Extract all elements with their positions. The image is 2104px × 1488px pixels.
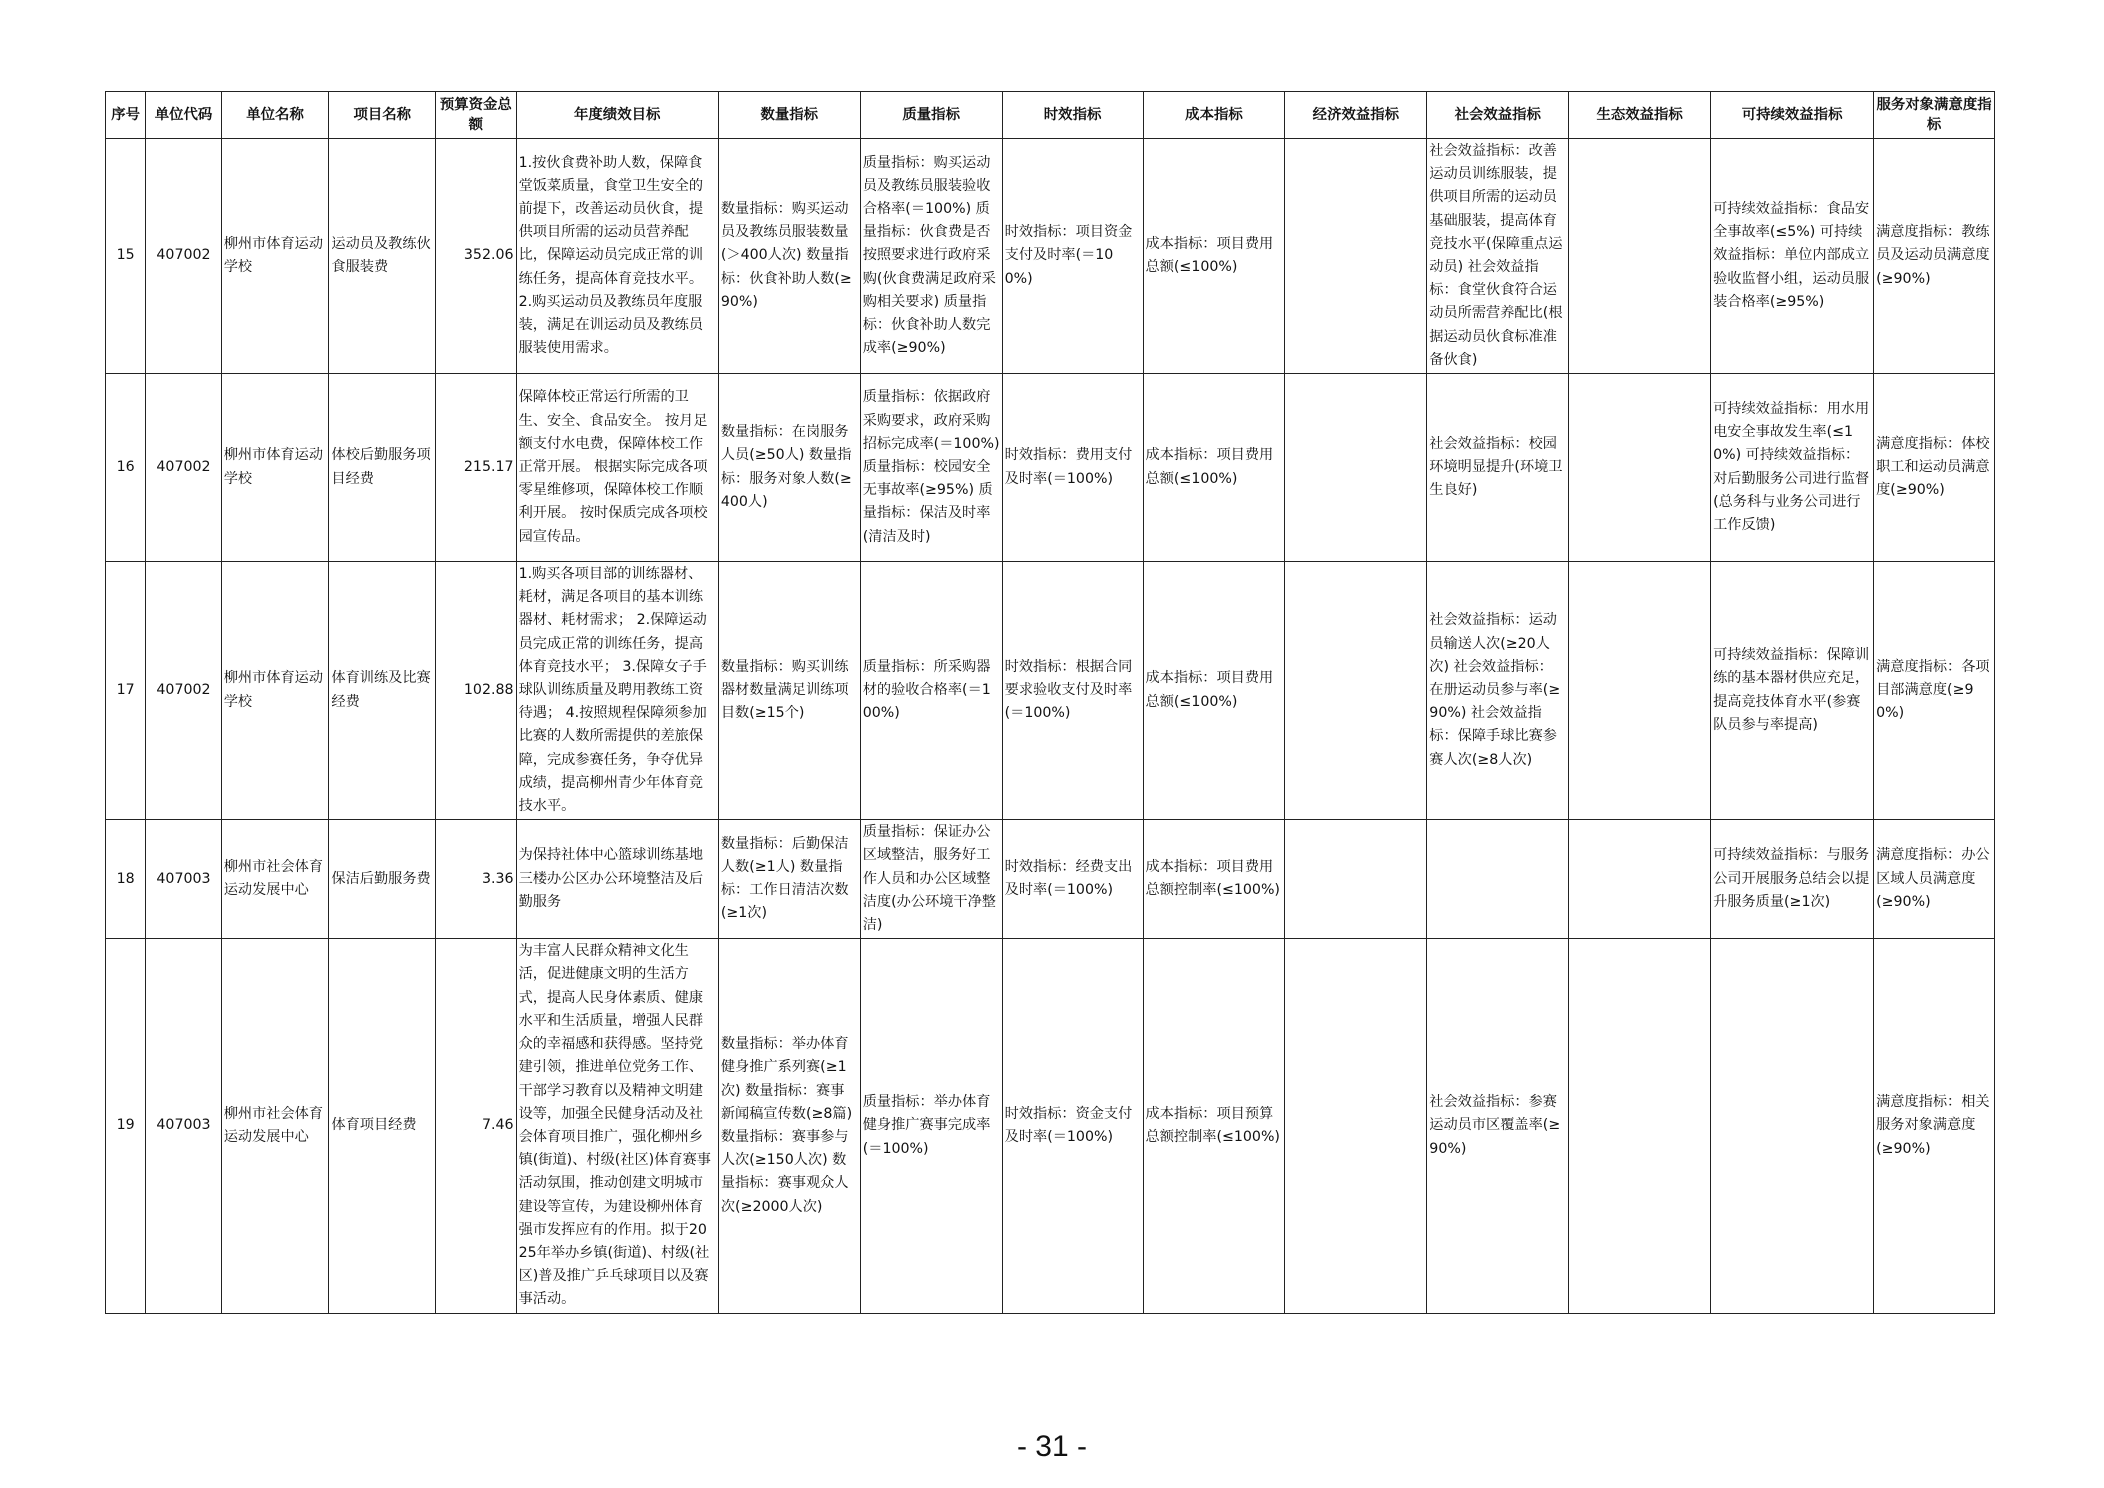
economic-indicator	[1285, 139, 1427, 374]
ecological-indicator	[1569, 139, 1711, 374]
social-indicator: 社会效益指标：参赛运动员市区覆盖率(≥90%)	[1427, 939, 1569, 1313]
project-name: 体育项目经费	[329, 939, 436, 1313]
header-cell: 服务对象满意度指标	[1874, 92, 1995, 139]
timeliness-indicator: 时效指标：项目资金支付及时率(＝100%)	[1002, 139, 1143, 374]
header-cell: 时效指标	[1002, 92, 1143, 139]
annual-goal: 保障体校正常运行所需的卫生、安全、食品安全。 按月足额支付水电费，保障体校工作正常开展。 根据实际完成各项零星维修项，保障体校工作顺利开展。 按时保质完成各项校园宣传品。	[516, 374, 718, 562]
unit-name: 柳州市社会体育运动发展中心	[221, 939, 329, 1313]
header-cell: 单位名称	[221, 92, 329, 139]
unit-code: 407002	[146, 374, 221, 562]
quality-indicator: 质量指标：保证办公区域整洁，服务好工作人员和办公区域整洁度(办公环境干净整洁)	[860, 820, 1002, 939]
header-cell: 可持续效益指标	[1711, 92, 1874, 139]
timeliness-indicator: 时效指标：经费支出及时率(＝100%)	[1002, 820, 1143, 939]
budget-amount: 3.36	[436, 820, 517, 939]
row-number: 18	[106, 820, 146, 939]
ecological-indicator	[1569, 820, 1711, 939]
quality-indicator: 质量指标：依据政府采购要求，政府采购招标完成率(＝100%) 质量指标：校园安全无事故率(≥95%) 质量指标：保洁及时率(清洁及时)	[860, 374, 1002, 562]
satisfaction-indicator: 满意度指标：相关服务对象满意度(≥90%)	[1874, 939, 1995, 1313]
timeliness-indicator: 时效指标：根据合同要求验收支付及时率(＝100%)	[1002, 562, 1143, 820]
social-indicator: 社会效益指标：改善运动员训练服装，提供项目所需的运动员基础服装，提高体育竞技水平(保障重点运动员) 社会效益指标：食堂伙食符合运动员所需营养配比(根据运动员伙食标准准备伙食)	[1427, 139, 1569, 374]
annual-goal: 为保持社体中心篮球训练基地三楼办公区办公环境整洁及后勤服务	[516, 820, 718, 939]
budget-amount: 7.46	[436, 939, 517, 1313]
quantity-indicator: 数量指标：购买训练器材数量满足训练项目数(≥15个)	[718, 562, 860, 820]
social-indicator	[1427, 820, 1569, 939]
project-name: 保洁后勤服务费	[329, 820, 436, 939]
table-row	[106, 562, 1995, 820]
economic-indicator	[1285, 820, 1427, 939]
header-row	[106, 92, 1995, 139]
cost-indicator: 成本指标：项目费用总额(≤100%)	[1143, 139, 1285, 374]
header-cell: 经济效益指标	[1285, 92, 1427, 139]
header-cell: 预算资金总额	[436, 92, 517, 139]
annual-goal: 1.按伙食费补助人数，保障食堂饭菜质量，食堂卫生安全的前提下，改善运动员伙食，提供项目所需的运动员营养配比，保障运动员完成正常的训练任务，提高体育竞技水平。 2.购买运动员及教练员年度服装，满足在训运动员及教练员服装使用需求。	[516, 139, 718, 374]
table-row	[106, 939, 1995, 1313]
header-cell: 生态效益指标	[1569, 92, 1711, 139]
project-name: 运动员及教练伙食服装费	[329, 139, 436, 374]
budget-amount: 102.88	[436, 562, 517, 820]
performance-table	[105, 91, 1995, 1314]
sustainable-indicator: 可持续效益指标：食品安全事故率(≤5%) 可持续效益指标：单位内部成立验收监督小组，运动员服装合格率(≥95%)	[1711, 139, 1874, 374]
header-cell: 质量指标	[860, 92, 1002, 139]
header-cell: 成本指标	[1143, 92, 1285, 139]
project-name: 体育训练及比赛经费	[329, 562, 436, 820]
quality-indicator: 质量指标：举办体育健身推广赛事完成率(＝100%)	[860, 939, 1002, 1313]
satisfaction-indicator: 满意度指标：教练员及运动员满意度(≥90%)	[1874, 139, 1995, 374]
quantity-indicator: 数量指标：后勤保洁人数(≥1人) 数量指标：工作日清洁次数(≥1次)	[718, 820, 860, 939]
unit-code: 407003	[146, 939, 221, 1313]
sustainable-indicator	[1711, 939, 1874, 1313]
header-cell: 年度绩效目标	[516, 92, 718, 139]
sustainable-indicator: 可持续效益指标：保障训练的基本器材供应充足，提高竞技体育水平(参赛队员参与率提高)	[1711, 562, 1874, 820]
annual-goal: 为丰富人民群众精神文化生活，促进健康文明的生活方式，提高人民身体素质、健康水平和生活质量，增强人民群众的幸福感和获得感。坚持党建引领，推进单位党务工作、干部学习教育以及精神文明建设等，加强全民健身活动及社会体育项目推广，强化柳州乡镇(街道)、村级(社区)体育赛事活动氛围，推动创建文明城市建设等宣传，为建设柳州体育强市发挥应有的作用。拟于2025年举办乡镇(街道)、村级(社区)普及推广乒乓球项目以及赛事活动。	[516, 939, 718, 1313]
unit-code: 407002	[146, 139, 221, 374]
table-row	[106, 374, 1995, 562]
row-number: 15	[106, 139, 146, 374]
economic-indicator	[1285, 374, 1427, 562]
economic-indicator	[1285, 562, 1427, 820]
cost-indicator: 成本指标：项目费用总额控制率(≤100%)	[1143, 820, 1285, 939]
cost-indicator: 成本指标：项目费用总额(≤100%)	[1143, 374, 1285, 562]
table-row	[106, 820, 1995, 939]
ecological-indicator	[1569, 939, 1711, 1313]
ecological-indicator	[1569, 374, 1711, 562]
sustainable-indicator: 可持续效益指标：用水用电安全事故发生率(≤10%) 可持续效益指标：对后勤服务公司进行监督(总务科与业务公司进行工作反馈)	[1711, 374, 1874, 562]
page-number: - 31 -	[1016, 1430, 1088, 1463]
unit-name: 柳州市体育运动学校	[221, 374, 329, 562]
header-cell: 数量指标	[718, 92, 860, 139]
row-number: 19	[106, 939, 146, 1313]
quality-indicator: 质量指标：购买运动员及教练员服装验收合格率(＝100%) 质量指标：伙食费是否按照要求进行政府采购(伙食费满足政府采购相关要求) 质量指标：伙食补助人数完成率(≥90%)	[860, 139, 1002, 374]
header-cell: 单位代码	[146, 92, 221, 139]
project-name: 体校后勤服务项目经费	[329, 374, 436, 562]
budget-amount: 215.17	[436, 374, 517, 562]
header-cell: 项目名称	[329, 92, 436, 139]
header-cell: 社会效益指标	[1427, 92, 1569, 139]
timeliness-indicator: 时效指标：资金支付及时率(＝100%)	[1002, 939, 1143, 1313]
row-number: 17	[106, 562, 146, 820]
budget-amount: 352.06	[436, 139, 517, 374]
header-cell: 序号	[106, 92, 146, 139]
row-number: 16	[106, 374, 146, 562]
satisfaction-indicator: 满意度指标：体校职工和运动员满意度(≥90%)	[1874, 374, 1995, 562]
unit-code: 407002	[146, 562, 221, 820]
cost-indicator: 成本指标：项目费用总额(≤100%)	[1143, 562, 1285, 820]
unit-name: 柳州市体育运动学校	[221, 139, 329, 374]
social-indicator: 社会效益指标：校园环境明显提升(环境卫生良好)	[1427, 374, 1569, 562]
ecological-indicator	[1569, 562, 1711, 820]
table-row	[106, 139, 1995, 374]
quantity-indicator: 数量指标：在岗服务人员(≥50人) 数量指标：服务对象人数(≥400人)	[718, 374, 860, 562]
timeliness-indicator: 时效指标：费用支付及时率(＝100%)	[1002, 374, 1143, 562]
satisfaction-indicator: 满意度指标：各项目部满意度(≥90%)	[1874, 562, 1995, 820]
annual-goal: 1.购买各项目部的训练器材、耗材，满足各项目的基本训练器材、耗材需求； 2.保障运动员完成正常的训练任务，提高体育竞技水平； 3.保障女子手球队训练质量及聘用教练工资待遇； 4.按照规程保障须参加比赛的人数所需提供的差旅保障，完成参赛任务，争夺优异成绩，提高柳州青少年体育竞技水平。	[516, 562, 718, 820]
unit-code: 407003	[146, 820, 221, 939]
economic-indicator	[1285, 939, 1427, 1313]
quality-indicator: 质量指标：所采购器材的验收合格率(＝100%)	[860, 562, 1002, 820]
quantity-indicator: 数量指标：购买运动员及教练员服装数量(＞400人次) 数量指标：伙食补助人数(≥90%)	[718, 139, 860, 374]
sustainable-indicator: 可持续效益指标：与服务公司开展服务总结会以提升服务质量(≥1次)	[1711, 820, 1874, 939]
satisfaction-indicator: 满意度指标：办公区域人员满意度(≥90%)	[1874, 820, 1995, 939]
social-indicator: 社会效益指标：运动员输送人次(≥20人次) 社会效益指标：在册运动员参与率(≥90%) 社会效益指标：保障手球比赛参赛人次(≥8人次)	[1427, 562, 1569, 820]
unit-name: 柳州市体育运动学校	[221, 562, 329, 820]
cost-indicator: 成本指标：项目预算总额控制率(≤100%)	[1143, 939, 1285, 1313]
unit-name: 柳州市社会体育运动发展中心	[221, 820, 329, 939]
quantity-indicator: 数量指标：举办体育健身推广系列赛(≥1次) 数量指标：赛事新闻稿宣传数(≥8篇) 数量指标：赛事参与人次(≥150人次) 数量指标：赛事观众人次(≥2000人次)	[718, 939, 860, 1313]
